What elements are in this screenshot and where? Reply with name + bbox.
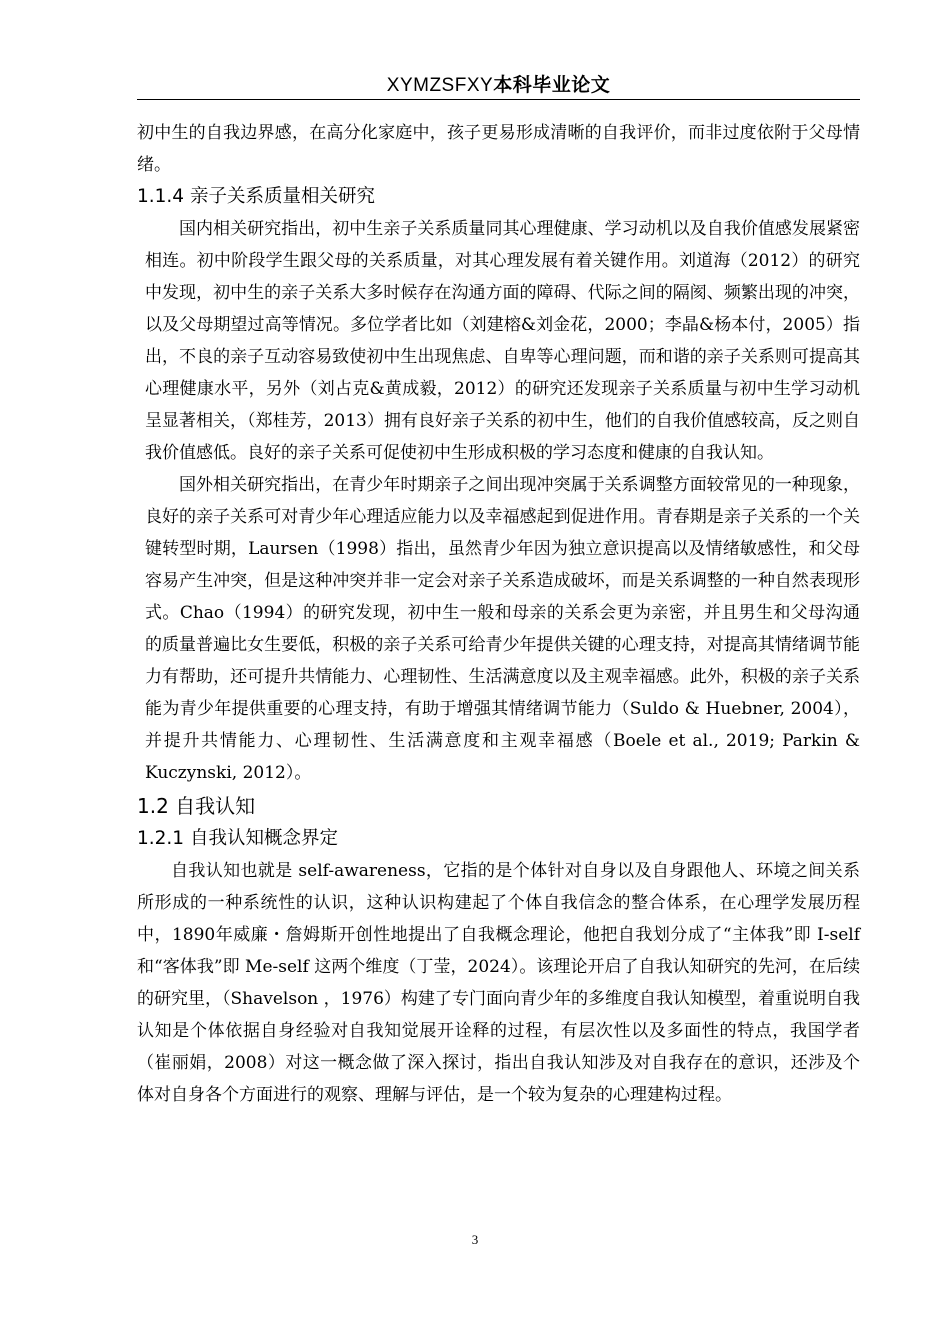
heading-1-2: 1.2 自我认知	[137, 794, 256, 818]
page-number: 3	[471, 1232, 479, 1247]
heading-1-2-1: 1.2.1 自我认知概念界定	[137, 828, 338, 849]
intro-paragraph: 初中生的自我边界感，在高分化家庭中，孩子更易形成清晰的自我评价，而非过度依附于父母情绪。	[137, 123, 860, 175]
heading-1-1-4: 1.1.4 亲子关系质量相关研究	[137, 186, 375, 207]
paragraph-domestic-research: 国内相关研究指出，初中生亲子关系质量同其心理健康、学习动机以及自我价值感发展紧密相连。初中阶段学生跟父母的关系质量，对其心理发展有着关键作用。刘道海（2012）的研究中发现，初中生的亲子关系大多时候存在沟通方面的障碍、代际之间的隔阂、频繁出现的冲突，以及父母期望过高等情况。多位学者比如（刘建榕&刘金花，2000；李晶&杨本付，2005）指出，不良的亲子互动容易致使初中生出现焦虑、自卑等心理问题，而和谐的亲子关系则可提高其心理健康水平，另外（刘占克&黄成毅，2012）的研究还发现亲子关系质量与初中生学习动机呈显著相关，（郑桂芳，2013）拥有良好亲子关系的初中生，他们的自我价值感较高，反之则自我价值感低。良好的亲子关系可促使初中生形成积极的学习态度和健康的自我认知。	[145, 219, 860, 463]
paragraph-self-awareness: 自我认知也就是 self-awareness，它指的是个体针对自身以及自身跟他人、环境之间关系所形成的一种系统性的认识，这种认识构建起了个体自我信念的整合体系，在心理学发展历程中，1890年威廉・詹姆斯开创性地提出了自我概念理论，他把自我划分成了“主体我”即 I-self 和“客体我”即 Me-self 这两个维度（丁莹，2024）。该理论开启了自我认知研究的先河，在后续的研究里，（Shavelson ，1976）构建了专门面向青少年的多维度自我认知模型，着重说明自我认知是个体依据自身经验对自我知觉展开诠释的过程，有层次性以及多面性的特点，我国学者（崔丽娟，2008）对这一概念做了深入探讨，指出自我认知涉及对自我存在的意识，还涉及个体对自身各个方面进行的观察、理解与评估，是一个较为复杂的心理建构过程。	[137, 861, 860, 1105]
header-code: XYMZSFXY	[386, 75, 494, 96]
header-divider	[137, 99, 860, 100]
header-title: 本科毕业论文	[493, 74, 611, 96]
paragraph-foreign-research: 国外相关研究指出，在青少年时期亲子之间出现冲突属于关系调整方面较常见的一种现象，良好的亲子关系可对青少年心理适应能力以及幸福感起到促进作用。青春期是亲子关系的一个关键转型时期，Laursen（1998）指出，虽然青少年因为独立意识提高以及情绪敏感性，和父母容易产生冲突，但是这种冲突并非一定会对亲子关系造成破坏，而是关系调整的一种自然表现形式。Chao（1994）的研究发现，初中生一般和母亲的关系会更为亲密，并且男生和父母沟通的质量普遍比女生要低，积极的亲子关系可给青少年提供关键的心理支持，对提高其情绪调节能力有帮助，还可提升共情能力、心理韧性、生活满意度以及主观幸福感。此外，积极的亲子关系能为青少年提供重要的心理支持，有助于增强其情绪调节能力（Suldo & Huebner, 2004），并提升共情能力、心理韧性、生活满意度和主观幸福感（Boele et al., 2019; Parkin & Kuczynski, 2012）。	[145, 475, 860, 783]
running-header	[137, 70, 860, 97]
domestic-research-block	[137, 213, 860, 789]
document-body	[137, 117, 860, 1111]
